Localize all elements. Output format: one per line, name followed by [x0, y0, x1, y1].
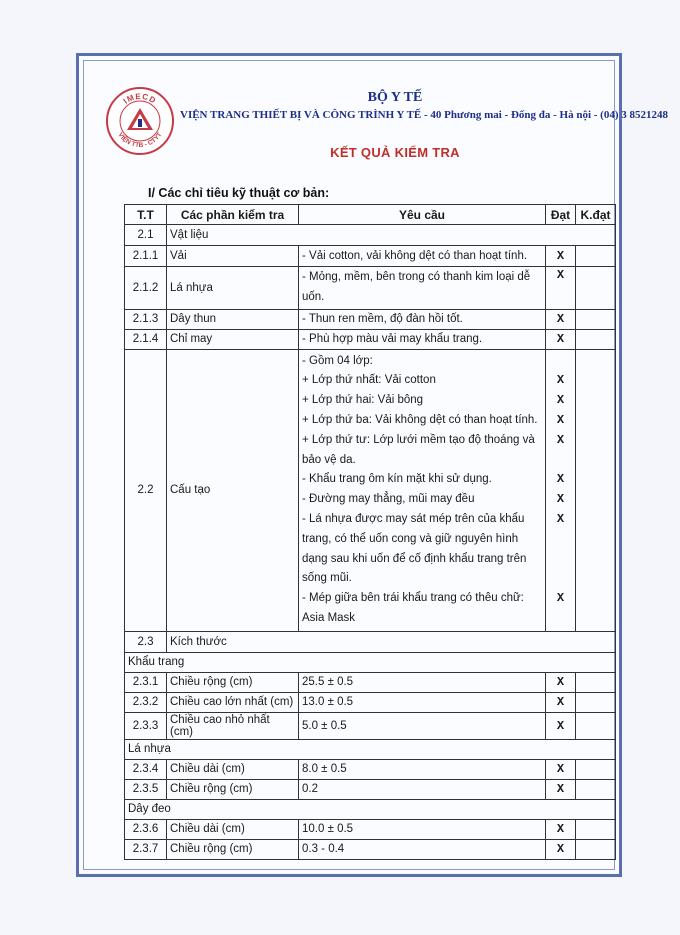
row-requirement: 25.5 ± 0.5	[299, 672, 546, 692]
table-row	[125, 779, 616, 799]
row-number: 2.1.3	[125, 309, 167, 329]
group-label: Khẩu trang	[125, 652, 616, 672]
row-fail-mark	[576, 309, 616, 329]
row-fail-mark	[576, 819, 616, 839]
group-row	[125, 652, 616, 672]
row-item: Vải	[167, 246, 299, 267]
pass-mark: X	[556, 393, 565, 408]
requirement-line: - Khẩu trang ôm kín mặt khi sử dụng.	[302, 473, 492, 486]
pass-mark	[549, 550, 572, 570]
row-number: 2.3.3	[125, 712, 167, 739]
row-fail-mark	[576, 672, 616, 692]
table-row	[125, 672, 616, 692]
row-item: Chỉ may	[167, 329, 299, 349]
row-pass-marks	[546, 349, 576, 631]
row-pass-mark: X	[546, 246, 576, 267]
row-pass-mark: X	[546, 309, 576, 329]
inspection-table	[124, 204, 616, 860]
row-number: 2.3.7	[125, 839, 167, 859]
row-requirement: 0.2	[299, 779, 546, 799]
row-fail-mark	[576, 712, 616, 739]
document-title: KẾT QUẢ KIỂM TRA	[330, 145, 460, 160]
pass-mark	[549, 530, 572, 550]
row-number: 2.3.6	[125, 819, 167, 839]
row-number: 2.3.5	[125, 779, 167, 799]
row-item: Dây thun	[167, 309, 299, 329]
institute-address: VIỆN TRANG THIẾT BỊ VÀ CÔNG TRÌNH Y TẾ - 40 Phương mai - Đống đa - Hà nội - (04) 3 8521248	[180, 109, 669, 121]
row-fail-mark	[576, 692, 616, 712]
table-row	[125, 631, 616, 652]
group-label: Lá nhựa	[125, 739, 616, 759]
row-requirement: 0.3 - 0.4	[299, 839, 546, 859]
pass-mark: X	[556, 591, 565, 606]
row-requirement: 10.0 ± 0.5	[299, 819, 546, 839]
row-requirement: 13.0 ± 0.5	[299, 692, 546, 712]
requirement-line: + Lớp thứ nhất: Vải cotton	[302, 374, 436, 387]
header-requirement: Yêu cầu	[299, 205, 546, 225]
row-number: 2.1.1	[125, 246, 167, 267]
table-row	[125, 309, 616, 329]
pass-mark: X	[556, 432, 565, 447]
table-row	[125, 712, 616, 739]
row-item: Chiều dài (cm)	[167, 759, 299, 779]
row-pass-mark: X	[546, 712, 576, 739]
requirement-line: - Lá nhựa được may sát mép trên của khẩu trang, có thể uốn cong và giữ nguyên hình dạng sau khi uốn để cố định khẩu trang trên sống mũi.	[302, 512, 527, 585]
row-number: 2.3.2	[125, 692, 167, 712]
requirement-line: + Lớp thứ tư: Lớp lưới mềm tạo độ thoáng và bảo vệ da.	[302, 433, 535, 466]
table-row	[125, 839, 616, 859]
row-requirement	[299, 349, 546, 631]
row-requirement: 8.0 ± 0.5	[299, 759, 546, 779]
requirement-line: + Lớp thứ ba: Vải không dệt có than hoạt tính.	[302, 413, 538, 426]
row-requirement: - Mỏng, mềm, bên trong có thanh kim loại dễ uốn.	[299, 267, 546, 310]
table-row	[125, 329, 616, 349]
row-item: Cấu tạo	[167, 349, 299, 631]
row-number: 2.1.4	[125, 329, 167, 349]
requirement-line: - Đường may thẳng, mũi may đều	[302, 493, 475, 506]
pass-mark: X	[556, 511, 565, 526]
row-pass-mark: X	[546, 779, 576, 799]
row-item: Vật liệu	[167, 225, 616, 246]
header-pass: Đạt	[546, 205, 576, 225]
header-item: Các phần kiểm tra	[167, 205, 299, 225]
row-item: Chiều rộng (cm)	[167, 779, 299, 799]
group-row	[125, 739, 616, 759]
row-fail-mark	[576, 779, 616, 799]
table-row	[125, 759, 616, 779]
table-row	[125, 819, 616, 839]
table-row	[125, 225, 616, 246]
row-item: Chiều rộng (cm)	[167, 672, 299, 692]
row-number: 2.3.1	[125, 672, 167, 692]
row-fail-mark	[576, 759, 616, 779]
imecd-logo	[105, 86, 175, 156]
row-item: Chiều cao nhỏ nhất (cm)	[167, 712, 299, 739]
requirement-line: - Mép giữa bên trái khẩu trang có thêu chữ: Asia Mask	[302, 592, 524, 624]
row-item: Chiều cao lớn nhất (cm)	[167, 692, 299, 712]
table-row	[125, 349, 616, 631]
svg-text:IMECD: IMECD	[121, 91, 158, 106]
group-row	[125, 799, 616, 819]
requirement-line: - Gồm 04 lớp:	[302, 354, 373, 367]
row-pass-mark: X	[546, 329, 576, 349]
row-item: Kích thước	[167, 631, 616, 652]
row-fail-mark	[576, 267, 616, 310]
row-fail-mark	[576, 246, 616, 267]
header-fail: K.đạt	[576, 205, 616, 225]
row-fail-mark	[576, 839, 616, 859]
requirement-line: + Lớp thứ hai: Vải bông	[302, 394, 424, 407]
pass-mark: X	[556, 412, 565, 427]
pass-mark	[549, 451, 572, 471]
svg-text:VIỆN TTB - CTYT: VIỆN TTB - CTYT	[116, 131, 164, 150]
row-number: 2.2	[125, 349, 167, 631]
pass-mark	[549, 569, 572, 589]
row-pass-mark: X	[546, 819, 576, 839]
row-fail-mark	[576, 349, 616, 631]
row-requirement: - Phù hợp màu vải may khẩu trang.	[299, 329, 546, 349]
table-row	[125, 246, 616, 267]
row-item: Chiều dài (cm)	[167, 819, 299, 839]
pass-mark: X	[556, 373, 565, 388]
table-row	[125, 267, 616, 310]
pass-mark: X	[556, 472, 565, 487]
table-header-row	[125, 205, 616, 225]
row-item: Lá nhựa	[167, 267, 299, 310]
pass-mark	[549, 352, 572, 372]
row-number: 2.1.2	[125, 267, 167, 310]
row-pass-mark: X	[546, 759, 576, 779]
group-label: Dây đeo	[125, 799, 616, 819]
pass-mark	[549, 609, 572, 629]
row-pass-mark: X	[546, 839, 576, 859]
table-row	[125, 692, 616, 712]
header-tt: T.T	[125, 205, 167, 225]
row-requirement: - Vải cotton, vải không dệt có than hoạt tính.	[299, 246, 546, 267]
row-number: 2.3.4	[125, 759, 167, 779]
row-requirement: - Thun ren mềm, độ đàn hồi tốt.	[299, 309, 546, 329]
row-fail-mark	[576, 329, 616, 349]
row-pass-mark: X	[546, 267, 576, 310]
ministry-name: BỘ Y TẾ	[367, 90, 423, 105]
row-pass-mark: X	[546, 692, 576, 712]
row-requirement: 5.0 ± 0.5	[299, 712, 546, 739]
row-pass-mark: X	[546, 672, 576, 692]
pass-mark: X	[556, 492, 565, 507]
row-number: 2.3	[125, 631, 167, 652]
row-number: 2.1	[125, 225, 167, 246]
section-heading: I/ Các chỉ tiêu kỹ thuật cơ bản:	[148, 186, 330, 200]
row-item: Chiều rộng (cm)	[167, 839, 299, 859]
